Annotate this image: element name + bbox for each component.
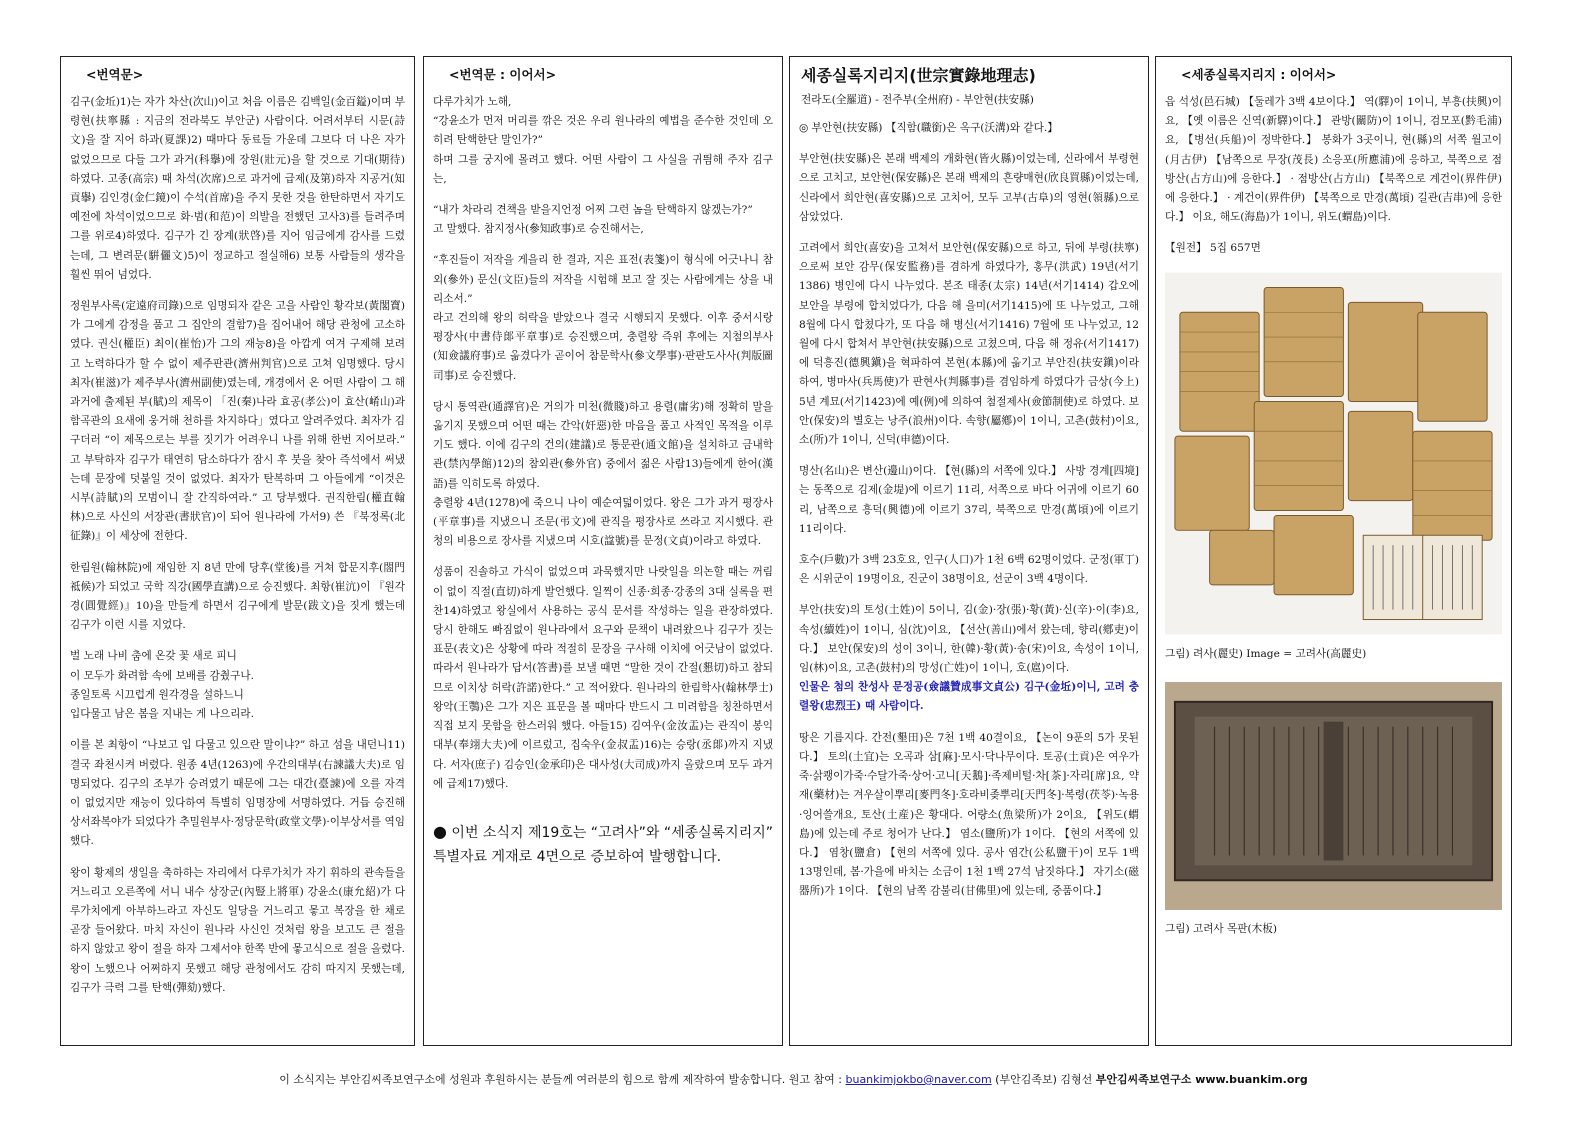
paragraph: 땅은 기름지다. 간전(墾田)은 7천 1백 40결이요, 【논이 9푼의 5가 못된다.】 토의(土宜)는 오곡과 삼[麻]·모시·닥나무이다. 토공(土貢)은 여우가죽·삵쾡이가죽·수달가죽·상어·고니[天鵝]·족제비털·차[茶]·자리[席]요, 약재(藥材)는 겨우살이뿌리[麥門冬]·호라비좆뿌리[天門冬]·복령(茯苓)·녹용·잉어쓸개요, 토산(土産)은 황대다. 어량소(魚梁所)가 2이요, 【위도(蝟島)에 있는데 주로 청어가 난다.】 염소(鹽所)가 1이다. 【현의 서쪽에 있다.】 염창(鹽倉) 【현의 서쪽에 있다. 공사 염간(公私鹽干)이 모두 1백 13명인데, 봄·가을에 바치는 소금이 1천 1백 27석 남짓하다.】 자기소(磁器所)가 1이다. 【현의 남쪽 감불리(甘佛里)에 있는데, 중품이다.】 bbox=[799, 731, 1139, 898]
paragraph: 성품이 진솔하고 가식이 없었으며 과묵했지만 나랏일을 의논할 때는 꺼림이 없이 직절(直切)하게 발언했다. 일찍이 신종·희종·강종의 3대 실록을 편찬14)하였고 왕실에서 사용하는 공식 문서를 작성하는 일을 관장하였다. 당시 한해도 빠짐없이 원나라에서 요구와 문책이 내려왔으나 김구가 짓는 표문(表文)은 상황에 따라 적절히 문장을 구사해 이치에 어긋남이 없었다. 따라서 원나라가 답서(答書)를 보낼 때면 “말한 것이 간절(懇切)하고 참되므로 이치상 허락(許諾)한다.” 고 적어왔다. 원나라의 한림학사(翰林學士) 왕악(王鶚)은 그가 지은 표문을 볼 때마다 반드시 그 미려함을 칭찬하면서 직접 보지 못함을 한스러워 했다. 아들15) 김여우(金汝盂)는 관직이 봉익대부(奉翊大夫)에 이르렀고, 집숙우(金叔盂)16)는 승랑(丞郞)까지 지냈다. 서자(庶子) 김승인(金承印)은 대사성(大司成)까지 올랐으며 모두 과거에 급제17)했다. bbox=[433, 566, 773, 790]
paragraph: “후진들이 저작을 게을리 한 결과, 지은 표전(表箋)이 형식에 어긋나니 참외(參外) 문신(文臣)들의 저작을 시험해 보고 잘 짓는 사람에게는 상을 내리소서.” 라고 건의해 왕의 허락을 받았으나 결국 시행되지 못했다. 이후 중서시랑평장사(中書侍郞平章事)로 승진했으며, 충렬왕 즉위 후에는 지첨의부사(知僉議府事)로 옮겼다가 곧이어 참문학사(參文學事)·판판도사사(判版圖司事)로 승진했다. bbox=[433, 254, 773, 382]
paragraph: 김구(金坵)1)는 자가 차산(次山)이고 처음 이름은 김백일(金百鎰)이며 부령현(扶寧縣 : 지금의 전라북도 부안군) 사람이다. 어려서부터 시문(詩文)을 잘 지어 하과(夏課)2) 때마다 동료들 가운데 그보다 더 나은 자가 없었으므로 다들 그가 과거(科擧)에 장원(壯元)을 할 것으로 기대(期待)하였다. 고종(高宗) 때 차석(次席)으로 과거에 급제(及第)하자 지공거(知貢擧) 김인경(金仁鏡)이 수석(首席)을 주지 못한 것을 한탄하면서 자기도 예전에 차석이었으므로 화·범(和范)이 의발을 전했던 고사3)를 들려주며 그를 위로4)하였다. 김구가 긴 장계(狀啓)를 지어 임금에게 감사를 드렸는데, 그 변려문(騈儷文)5)이 정교하고 절실해6) 보통 사람들의 생각을 훨씬 뛰어 넘었다. bbox=[70, 96, 405, 281]
column-sejong-geography bbox=[789, 56, 1149, 1046]
column-header: <번역문 : 이어서> bbox=[449, 67, 557, 82]
source-reference: 【원전】 5집 657면 bbox=[1165, 242, 1261, 255]
goryeosa-books-photo bbox=[1165, 271, 1502, 636]
woodblock-photo bbox=[1165, 681, 1502, 911]
footer-text: 이 소식지는 부안김씨족보연구소에 성원과 후원하시는 분들께 여러분의 힘으로 함께 제작하여 발송합니다. 원고 참여 : bbox=[279, 1073, 846, 1086]
column-header: <번역문> bbox=[86, 67, 144, 82]
paragraph: ◎ 부안현(扶安縣) 【직함(職銜)은 옥구(沃溝)와 같다.】 bbox=[799, 122, 1058, 134]
column-header: <세종실록지리지 : 이어서> bbox=[1181, 67, 1337, 82]
column-translation bbox=[60, 56, 415, 1046]
issue-notice bbox=[433, 820, 773, 869]
organization-name: 부안김씨족보연구소 www.buankim.org bbox=[1095, 1073, 1308, 1086]
paragraph: 이를 본 최항이 “나보고 입 다물고 있으란 말이냐?” 하고 섬을 내던니11) 결국 좌천시켜 버렸다. 원종 4년(1263)에 우간의대부(右諫議大夫)로 임명되었다. 김구의 조부가 승려였기 때문에 그는 대간(臺諫)에 오를 자격이 없었지만 재능이 있다하여 특별히 임명장에 서명하였다. 거듭 승진해 상서좌복야가 되었다가 추밀원부사·정당문학(政堂文學)·이부상서를 역임했다. bbox=[70, 739, 405, 848]
paragraph: “내가 차라리 견책을 받을지언정 어찌 그런 놈을 탄핵하지 않겠는가?” 고 말했다. 참지정사(參知政事)로 승진해서는, bbox=[433, 204, 753, 236]
paragraph: 왕이 황제의 생일을 축하하는 자리에서 다루가치가 자기 휘하의 관속들을 거느리고 오른쪽에 서니 내수 상장군(內豎上將軍) 강윤소(康允紹)가 다루가치에게 아부하느라고 자신도 일당을 거느리고 뫃고 복장을 한 채로 곧장 들어왔다. 마치 자신이 원나라 사신인 것처럼 왕을 보고도 큰 절을 하지 않았고 왕이 절을 하자 그제서야 한쪽 반에 뫃고식으로 절을 올렸다. 왕이 노했으나 어쩌하지 못했고 해당 관청에서도 감히 따지지 못했는데, 김구가 극력 그를 탄핵(彈劾)했다. bbox=[70, 866, 405, 994]
email-link[interactable]: buankimjokbo@naver.com bbox=[845, 1073, 992, 1086]
footer bbox=[0, 1071, 1587, 1087]
bullet-icon: ● bbox=[433, 821, 447, 841]
paragraph: 읍 석성(邑石城) 【둘레가 3백 4보이다.】 역(驛)이 1이니, 부흥(扶興)이요, 【옛 이름은 신역(新驛)이다.】 관방(關防)이 1이니, 검모포(黔毛浦)요, 【병선(兵船)이 정박한다.】 봉화가 3곳이니, 현(縣)의 서쪽 월고이(月古伊) 【남쪽으로 무장(茂長) 소응포(所應浦)에 응하고, 북쪽으로 점방산(占方山)에 응한다.】 · 점방산(占方山) 【북쪽으로 계건이(界件伊)에 응한다.】 · 계건이(界件伊) 【북쪽으로 만경(萬頃) 길관(吉串)에 응한다.】 이요, 해도(海島)가 1이니, 위도(蝟島)이다. bbox=[1165, 96, 1502, 224]
paragraph: 고려에서 희안(喜安)을 고쳐서 보안현(保安縣)으로 하고, 뒤에 부령(扶寧)으로써 보안 감무(保安監務)를 겸하게 하였다가, 홍무(洪武) 19년(서기1386) 병인에 다시 나누었다. 본조 태종(太宗) 14년(서기1414) 갑오에 보안을 부령에 합치었다가, 다음 해 을미(서기1415)에 또 나누었고, 그해 8월에 다시 합쳤다가, 또 다음 해 병신(서기1416) 7월에 또 나누었고, 12월에 다시 합쳐서 부안현(扶安縣)으로 고쳤으며, 다음 해 정유(서기1417)에 덕흥진(德興鎭)을 혁파하여 본현(本縣)에 옮기고 부안진(扶安鎭)이라 하여, 병마사(兵馬使)가 판현사(判縣事)를 겸임하게 하였다가 금상(今上) 5년 계묘(서기1423)에 예(例)에 의하여 첨절제사(僉節制使)로 하였다. 보안(保安)의 별호는 낭주(浪州)이다. 속향(屬鄕)이 1이니, 고촌(鼓村)이요, 소(所)가 1이니, 신덕(申德)이다. bbox=[799, 242, 1139, 447]
paragraph: 부안(扶安)의 토성(土姓)이 5이니, 김(金)·장(張)·황(黃)·신(辛)·이(李)요, 속성(續姓)이 1이니, 심(沈)이요, 【선산(善山)에서 왔는데, 향리(鄕吏)이다.】 보안(保安)의 성이 3이니, 한(韓)·황(黃)·송(宋)이요, 속성이 1이니, 임(林)이요, 고촌(鼓村)의 망성(亡姓)이 1이니, 호(扈)이다. bbox=[799, 604, 1139, 675]
footer-text: (부안김족보) 김형선 bbox=[991, 1073, 1096, 1086]
article-title: 세종실록지리지(世宗實錄地理志) bbox=[801, 66, 1036, 85]
notice-text: 이번 소식지 제19호는 “고려사”와 “세종실록지리지” 특별자료 게재로 4면으로 증보하여 발행합니다. bbox=[433, 824, 774, 865]
paragraph: 당시 통역관(通譯官)은 거의가 미천(微賤)하고 용렬(庸劣)해 정확히 말을 옮기지 못했으며 어떤 때는 간악(奸惡)한 마음을 품고 사적인 목적을 이루기도 했다. 이에 김구의 건의(建議)로 통문관(通文館)을 설치하고 금내학관(禁內學館)12)의 참외관(參外官) 중에서 젊은 사람13)들에게 한어(漢語)를 익히도록 하였다. 충렬왕 4년(1278)에 죽으니 나이 예순여덟이었다. 왕은 그가 과거 평장사(平章事)를 지냈으니 조문(弔文)에 관직을 평장사로 쓰라고 지시했다. 관청의 비용으로 장사를 지냈으며 시호(諡號)를 문정(文貞)이라고 하였다. bbox=[433, 400, 773, 548]
article-subtitle: 전라도(全羅道) - 전주부(全州府) - 부안현(扶安縣) bbox=[801, 94, 1034, 106]
highlighted-person: 인물은 첨의 찬성사 문정공(僉議贊成事文貞公) 김구(金坵)이니, 고려 충렬왕(忠烈王) 때 사람이다. bbox=[799, 681, 1139, 713]
paragraph: 명산(名山)은 변산(邊山)이다. 【현(縣)의 서쪽에 있다.】 사방 경계[四境]는 동쪽으로 김제(金堤)에 이르기 11리, 서쪽으로 바다 어귀에 이르기 60리, 남쪽으로 흥덕(興德)에 이르기 37리, 북쪽으로 만경(萬頃)에 이르기 11리이다. bbox=[799, 465, 1139, 535]
paragraph: 정원부사록(定遠府司錄)으로 임명되자 같은 고을 사람인 황각보(黃閣寶)가 그에게 감정을 품고 그 집안의 결함7)을 집어내어 해당 관청에 고소하였다. 권신(權臣) 최이(崔怡)가 그의 재능8)을 아깝게 여겨 구제해 보려고 노력하다가 할 수 없이 제주판관(濟州判官)으로 고쳐 임명했다. 당시 최자(崔滋)가 제주부사(濟州副使)였는데, 개경에서 온 어떤 사람이 그 해 과거에 출제된 부(賦)의 제목이 「진(秦)나라 효공(孝公)이 효산(崤山)과 함곡관의 요새에 웅거해 천하를 차지하다」였다고 알려주었다. 최자가 김구더러 “이 제목으로는 부를 짓기가 어려우니 나를 위해 한번 지어보라.” 고 부탁하자 김구가 태연히 담소하다가 잠시 후 붓을 찾아 즉석에서 써냈는데 문장에 덧붙일 것이 없었다. 최자가 탄복하며 그 아들에게 “이것은 시부(詩賦)의 모범이니 잘 간직하여라.” 고 당부했다. 권직한림(權直翰林)으로 사신의 서장관(書狀官)이 되어 원나라에 가서9) 쓴 『북정록(北征錄)』이 세상에 전한다. bbox=[70, 300, 405, 543]
column-sejong-continued bbox=[1155, 56, 1512, 1046]
paragraph: 다루가치가 노해, “강윤소가 먼저 머리를 깎은 것은 우리 원나라의 예법을 준수한 것인데 오히려 탄핵한단 말인가?” 하며 그를 궁지에 몰려고 했다. 어떤 사람이 그 사실을 귀띔해 주자 김구는, bbox=[433, 96, 773, 185]
image-caption: 그림) 고려사 목판(木板) bbox=[1165, 922, 1277, 935]
paragraph: 호수(戶數)가 3백 23호요, 인구(人口)가 1천 6백 62명이었다. 군정(軍丁)은 시위군이 19명이요, 진군이 38명이요, 선군이 3백 4명이다. bbox=[799, 554, 1139, 586]
image-caption: 그림) 려사(麗史) Image = 고려사(高麗史) bbox=[1165, 647, 1367, 660]
poem: 벌 노래 나비 춤에 온갖 꽃 새로 피니 이 모두가 화려함 속에 보배를 감췄구나. 종일토록 시끄럽게 원각경을 설하느니 입다물고 남은 봄을 지내는 게 나으리라. bbox=[70, 650, 254, 721]
column-translation-continued bbox=[423, 56, 783, 1046]
paragraph: 부안현(扶安縣)은 본래 백제의 개화현(皆火縣)이었는데, 신라에서 부령현으로 고치고, 보안현(保安縣)은 본래 백제의 흔량매현(欣良買縣)이었는데, 신라에서 희안현(喜安縣)으로 고치어, 모두 고부(古阜)의 영현(領縣)으로 삼았었다. bbox=[799, 153, 1139, 223]
paragraph: 한림원(翰林院)에 재임한 지 8년 만에 당후(堂後)를 거쳐 합문지후(閤門祗候)가 되었고 국학 직강(國學直講)으로 승진했다. 최항(崔沆)이 『원각경(圓覺經)』10)을 만들게 하면서 김구에게 발문(跋文)을 짓게 했는데 김구가 이런 시를 지었다. bbox=[70, 561, 405, 632]
